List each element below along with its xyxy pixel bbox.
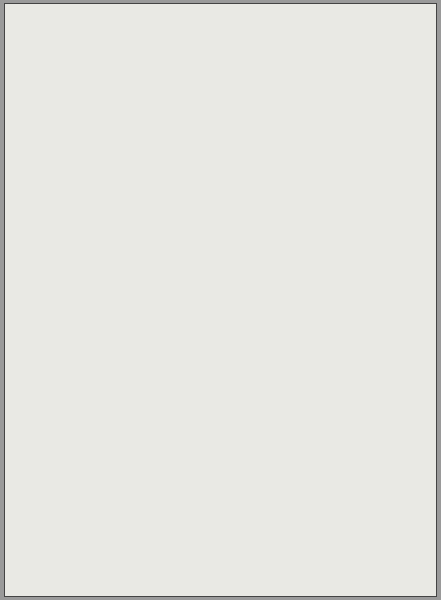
scanned-letter: [4, 3, 437, 597]
signatory-line: [267, 365, 427, 373]
list-item: [53, 265, 423, 276]
recipient-line: [27, 42, 327, 50]
sender-line: [33, 6, 233, 14]
signature-block: [267, 338, 427, 381]
list-item: [53, 243, 423, 254]
list-item: [53, 276, 423, 287]
signatory-name: [267, 357, 427, 365]
list-item: [53, 232, 423, 243]
copy-list: [35, 436, 430, 444]
signatory-line: [295, 533, 430, 541]
recipient-line: [27, 72, 327, 80]
sender-line: [33, 22, 233, 30]
handwritten-initials: [267, 373, 427, 381]
signatory-line: [295, 517, 430, 525]
closing-paragraph: [27, 296, 429, 330]
recipient-line: [27, 64, 327, 72]
recipient-line: [27, 56, 327, 64]
sender-line: [33, 14, 233, 22]
staff-list: [53, 200, 423, 286]
handwritten-signature: [267, 338, 427, 349]
body-paragraph: [27, 137, 429, 193]
list-item: [53, 254, 423, 265]
list-item: [53, 200, 423, 211]
list-item: [53, 211, 423, 222]
list-item: [53, 222, 423, 233]
handwritten-signature: [91, 500, 338, 597]
institution-stamp: [85, 544, 345, 553]
handwritten-date: [267, 349, 427, 357]
recipient-block: [27, 42, 327, 80]
signatory-line: [295, 525, 430, 533]
sender-block: [33, 6, 233, 30]
